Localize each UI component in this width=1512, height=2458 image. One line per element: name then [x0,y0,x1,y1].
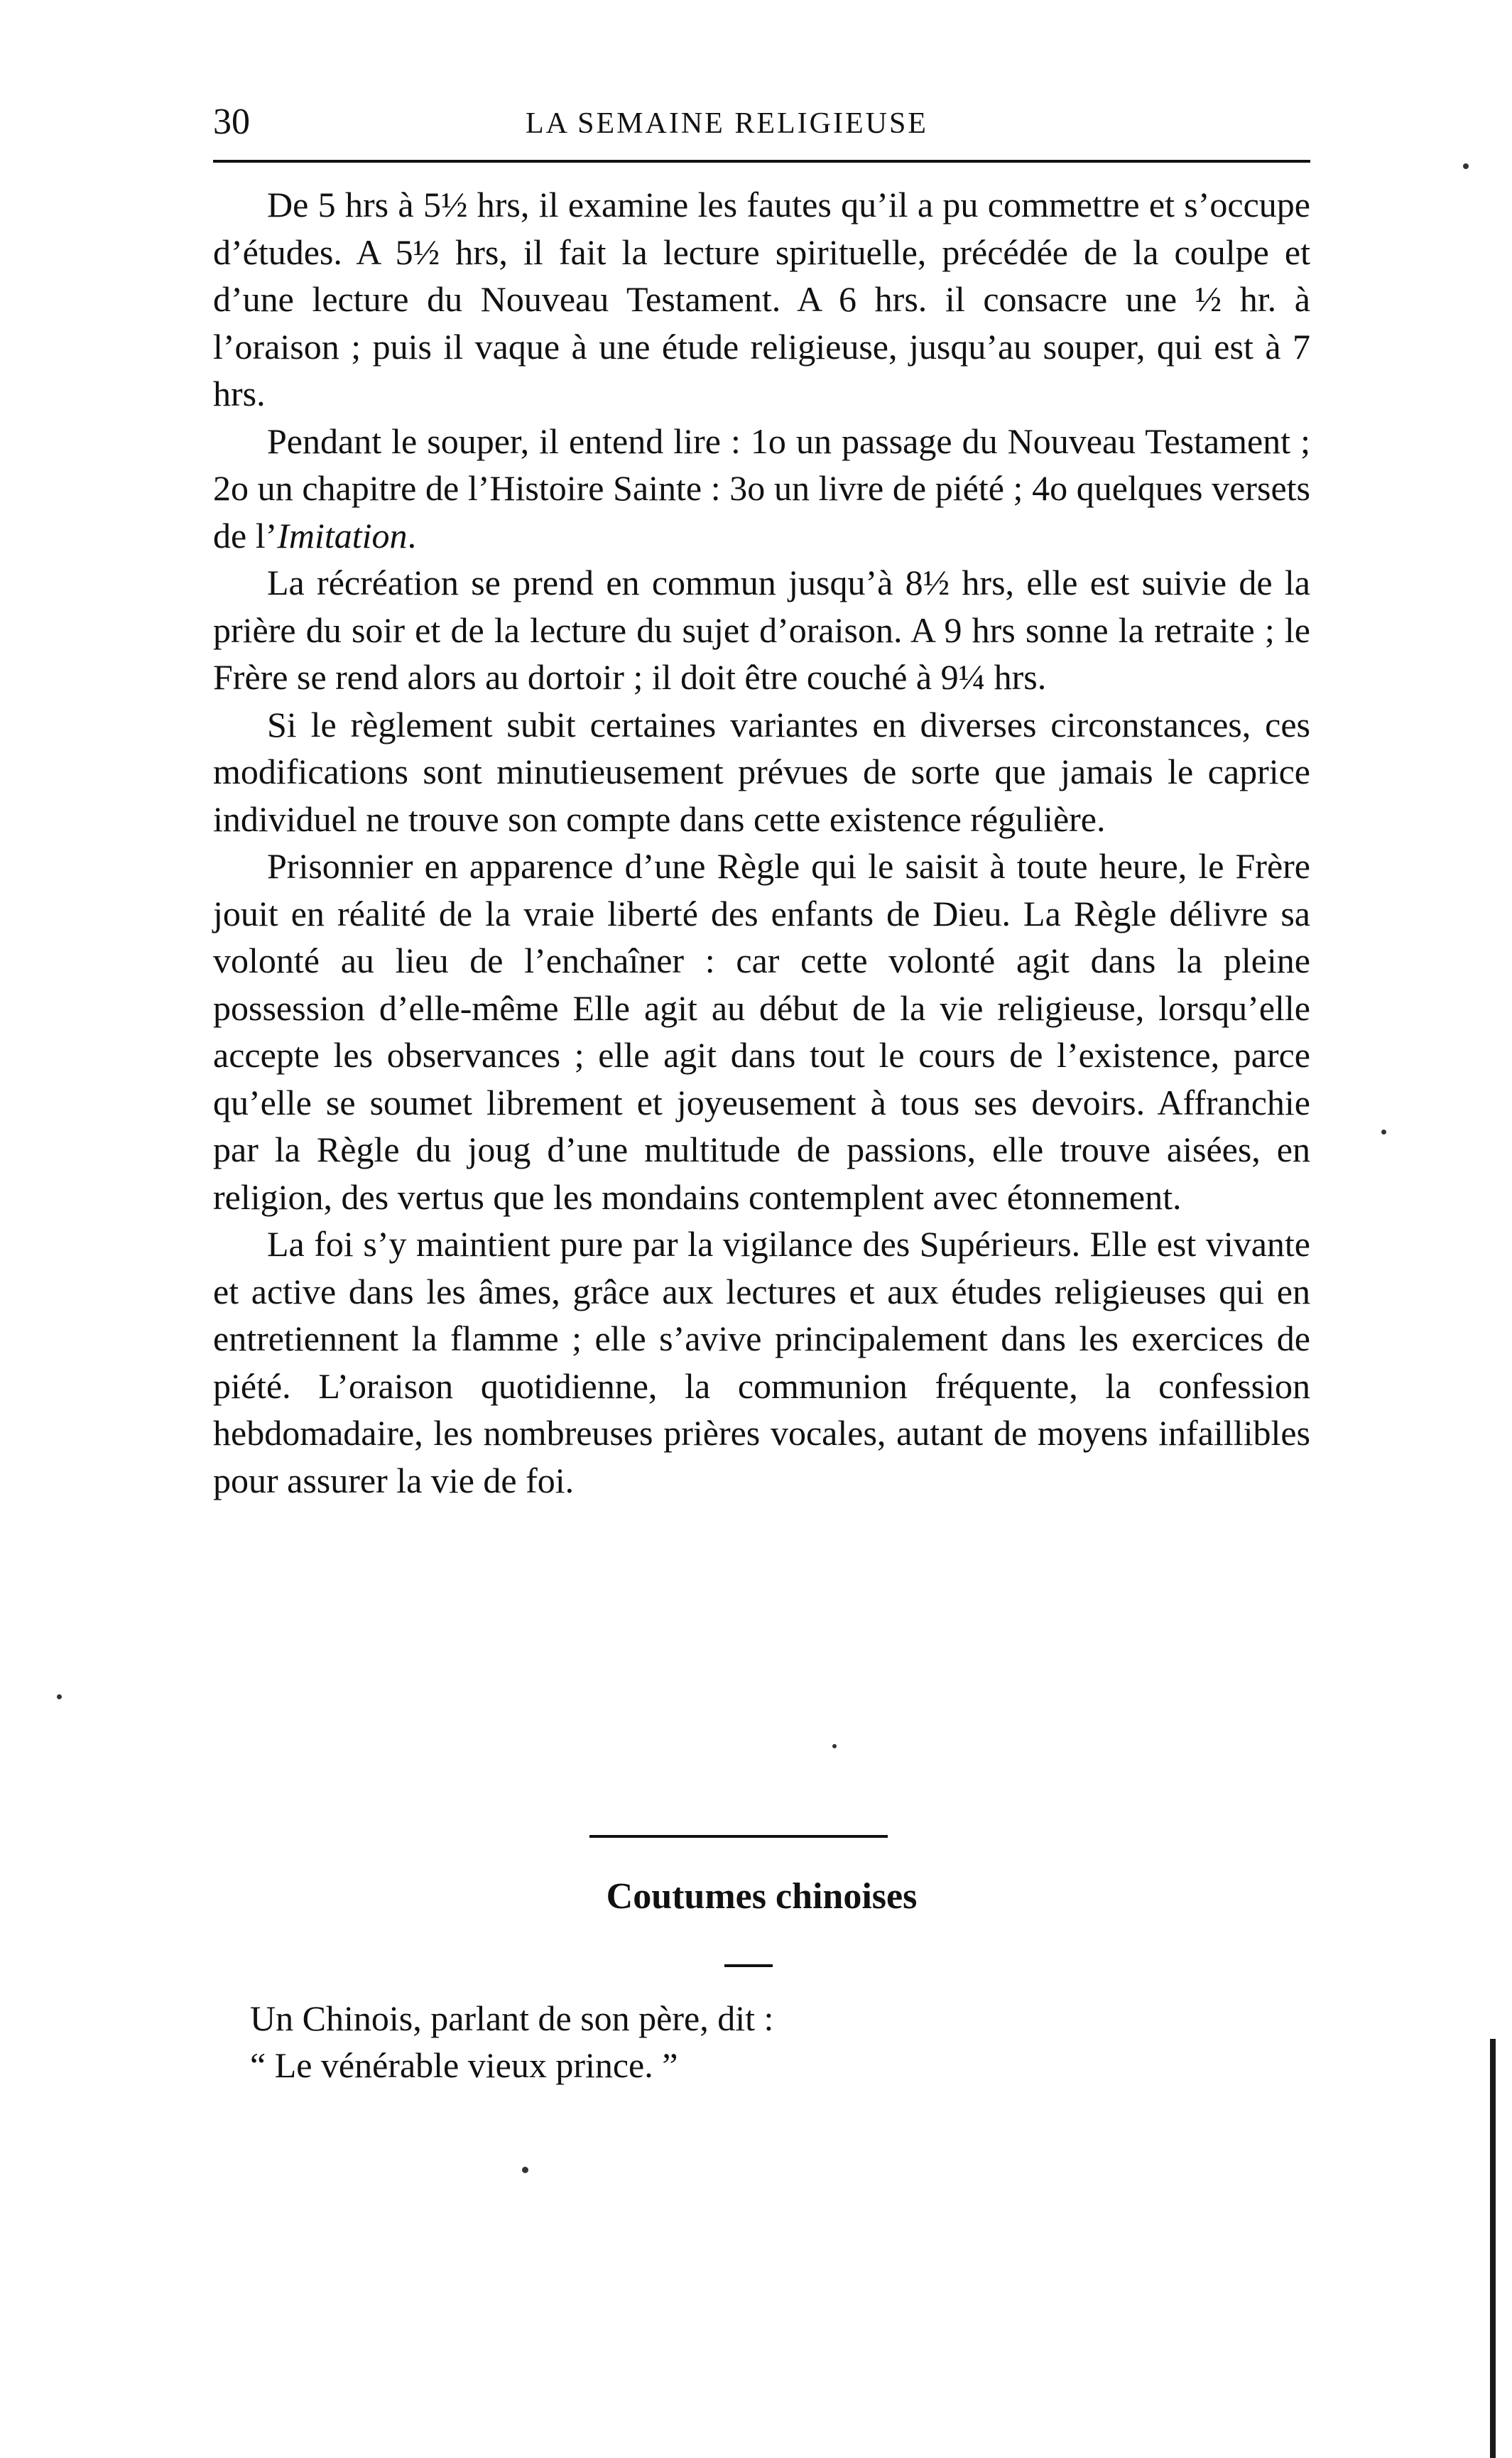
paragraph-end: . [407,515,417,556]
paragraph: Si le règlement subit certaines variantes en diverses circonstances, ces modifications sont minutieusement prévues de sorte que jamais le caprice individuel ne trouve son compte dans cette existence régulière. [213,704,1310,839]
paragraph: La récréation se prend en commun jusqu’à 8½ hrs, elle est suivie de la prière du soir et de la lecture du sujet d’oraison. A 9 hrs sonne la retraite ; le Frère se rend alors au dortoir ; il doit être couché à 9¼ hrs. [213,563,1310,697]
quote-line: Un Chinois, parlant de son père, dit : [250,1998,774,2038]
page-header [213,92,1300,149]
scan-edge-shadow [1490,2039,1496,2458]
title-underline-rule [724,1964,773,1967]
scan-speck [57,1694,62,1699]
italic-title: Imitation [277,515,408,556]
scan-speck [1463,163,1469,169]
paragraph: Prisonnier en apparence d’une Règle qui le saisit à toute heure, le Frère jouit en réalité de la vraie liberté des enfants de Dieu. La Règle délivre sa volonté au lieu de l’enchaîner : car cette volonté agit dans la pleine possession d’elle-même Elle agit au début de la vie religieuse, lorsqu’elle accepte les observances ; elle agit dans tout le cours de l’existence, parce qu’elle se soumet librement et joyeusement à tous ses devoirs. Affranchie par la Règle du joug d’une multitude de passions, elle trouve aisées, en religion, des vertus que les mondains contemplent avec étonnement. [213,846,1310,1217]
paragraph-text: Pendant le souper, il entend lire : 1o un passage du Nouveau Testament ; 2o un chapitre de l’Histoire Sainte : 3o un livre de piété ; 4o quelques versets de l’ [213,421,1310,556]
section-body [213,1995,1310,2089]
quote-line: “ Le vénérable vieux prince. ” [250,2045,678,2085]
paragraph [213,418,1310,560]
scan-speck [522,2167,528,2173]
header-rule [213,160,1310,163]
body-text [213,181,1310,1504]
scan-speck [1381,1130,1386,1135]
section-separator-rule [589,1835,888,1838]
running-head: LA SEMAINE RELIGIEUSE [526,107,928,140]
paragraph: De 5 hrs à 5½ hrs, il examine les fautes qu’il a pu commettre et s’occupe d’études. A 5½ hrs, il fait la lecture spirituelle, précédée de la coulpe et d’une lecture du Nouveau Testament. A 6 hrs. il consacre une ½ hr. à l’oraison ; puis il vaque à une étude religieuse, jusqu’au souper, qui est à 7 hrs. [213,185,1310,413]
section-title: Coutumes chinoises [606,1876,918,1917]
paragraph: La foi s’y maintient pure par la vigilance des Supérieurs. Elle est vivante et active dans les âmes, grâce aux lectures et aux études religieuses qui en entretiennent la flamme ; elle s’avive principalement dans les exercices de piété. L’oraison quotidienne, la communion fréquente, la confession hebdomadaire, les nombreuses prières vocales, autant de moyens infaillibles pour assurer la vie de foi. [213,1224,1310,1500]
page-number: 30 [213,102,250,142]
scan-speck [832,1744,837,1748]
